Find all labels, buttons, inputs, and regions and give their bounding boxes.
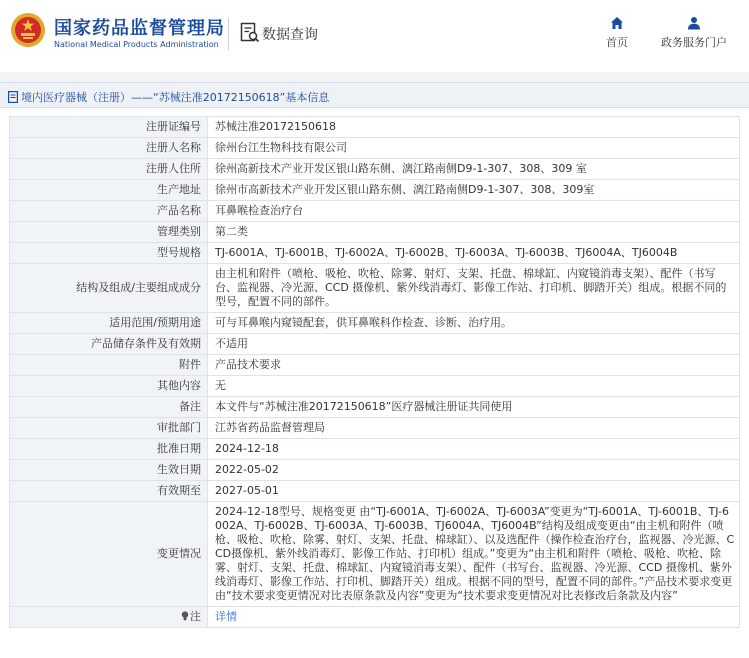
table-row — [10, 138, 740, 159]
note-label-cell — [10, 607, 208, 628]
user-icon — [687, 16, 701, 30]
field-value: 2022-05-02 — [208, 460, 740, 481]
field-label: 备注 — [10, 397, 208, 418]
table-row — [10, 397, 740, 418]
field-value: 徐州高新技术产业开发区银山路东侧、漓江路南侧D9-1-307、308、309 室 — [208, 159, 740, 180]
field-label: 型号规格 — [10, 243, 208, 264]
data-query-icon — [240, 22, 260, 44]
nav-home-link[interactable] — [600, 16, 634, 50]
field-label: 生效日期 — [10, 460, 208, 481]
table-row — [10, 418, 740, 439]
table-row — [10, 355, 740, 376]
field-value: 第二类 — [208, 222, 740, 243]
field-label: 附件 — [10, 355, 208, 376]
record-table — [9, 116, 740, 628]
field-label: 生产地址 — [10, 180, 208, 201]
field-value: 徐州台江生物科技有限公司 — [208, 138, 740, 159]
field-value: 2024-12-18 — [208, 439, 740, 460]
field-label: 其他内容 — [10, 376, 208, 397]
note-label: 注 — [190, 610, 201, 623]
details-link[interactable]: 详情 — [215, 610, 237, 623]
field-value: 苏械注准20172150618 — [208, 117, 740, 138]
table-row — [10, 180, 740, 201]
nav-home-label: 首页 — [606, 36, 628, 49]
field-label: 有效期至 — [10, 481, 208, 502]
breadcrumb-text: 境内医疗器械（注册）——“苏械注准20172150618”基本信息 — [21, 91, 330, 104]
field-label: 适用范围/预期用途 — [10, 313, 208, 334]
table-row — [10, 264, 740, 313]
field-value: 耳鼻喉检查治疗台 — [208, 201, 740, 222]
home-icon — [610, 16, 624, 30]
site-name-en: National Medical Products Administration — [54, 40, 219, 49]
table-row — [10, 334, 740, 355]
field-label: 管理类别 — [10, 222, 208, 243]
field-value: 本文件与“苏械注准20172150618”医疗器械注册证共同使用 — [208, 397, 740, 418]
field-label: 审批部门 — [10, 418, 208, 439]
table-row — [10, 502, 740, 607]
field-label: 注册证编号 — [10, 117, 208, 138]
field-label: 产品名称 — [10, 201, 208, 222]
field-label: 注册人住所 — [10, 159, 208, 180]
lightbulb-icon — [181, 611, 189, 621]
field-value: 江苏省药品监督管理局 — [208, 418, 740, 439]
field-value: 无 — [208, 376, 740, 397]
field-value: 可与耳鼻喉内窥镜配套，供耳鼻喉科作检查、诊断、治疗用。 — [208, 313, 740, 334]
field-value: 不适用 — [208, 334, 740, 355]
note-value-cell — [208, 607, 740, 628]
field-label: 变更情况 — [10, 502, 208, 607]
document-icon — [8, 91, 18, 103]
table-row — [10, 439, 740, 460]
field-label: 产品储存条件及有效期 — [10, 334, 208, 355]
field-value: 徐州市高新技术产业开发区银山路东侧、漓江路南侧D9-1-307、308、309室 — [208, 180, 740, 201]
table-row — [10, 481, 740, 502]
table-row-note — [10, 607, 740, 628]
national-emblem-icon — [10, 12, 46, 48]
record-detail — [0, 108, 749, 628]
breadcrumb — [0, 82, 749, 108]
table-row — [10, 376, 740, 397]
field-label: 批准日期 — [10, 439, 208, 460]
table-row — [10, 159, 740, 180]
table-row — [10, 201, 740, 222]
table-row — [10, 243, 740, 264]
table-row — [10, 313, 740, 334]
site-header — [0, 0, 749, 72]
field-value: 2027-05-01 — [208, 481, 740, 502]
field-label: 结构及组成/主要组成成分 — [10, 264, 208, 313]
nav-service-label: 政务服务门户 — [661, 36, 727, 49]
field-value: TJ-6001A、TJ-6001B、TJ-6002A、TJ-6002B、TJ-6003A、TJ-6003B、TJ6004A、TJ6004B — [208, 243, 740, 264]
field-value: 2024-12-18型号、规格变更 由“TJ-6001A、TJ-6002A、TJ-6003A”变更为“TJ-6001A、TJ-6001B、TJ-6002A、TJ-6002B、TJ-6003A、TJ-6003B、TJ6004A、TJ6004B”结构及组成变更由“由主机和附件（喷枪、吸枪、吹枪、除雾、射灯、支架、托盘、棉球缸）、以及选配件（操作检查治疗台，监视器、冷光源、CCD摄像机、紫外线消毒灯、影像工作站、打印机）组成。”变更为“由主机和附件（喷枪、吸枪、吹枪、除雾、射灯、支架、托盘、棉球缸、内窥镜消毒支架）、配件（书写台、监视器、冷光源、CCD 摄像机、紫外线消毒灯、影像工作站、打印机、脚踏开关）组成。根据不同的型号，配置不同的部件。”产品技术要求变更由“技术要求变更情况对比表原条款及内容”变更为“技术要求变更情况对比表修改后条款及内容” — [208, 502, 740, 607]
table-row — [10, 460, 740, 481]
data-query-title: 数据查询 — [262, 27, 318, 43]
header-divider — [228, 18, 229, 50]
site-name-cn[interactable]: 国家药品监督管理局 — [54, 18, 225, 39]
nav-service-portal-link[interactable] — [652, 16, 736, 50]
table-row — [10, 117, 740, 138]
field-value: 产品技术要求 — [208, 355, 740, 376]
header-gap — [0, 72, 749, 82]
field-value: 由主机和附件（喷枪、吸枪、吹枪、除雾、射灯、支架、托盘、棉球缸、内窥镜消毒支架）、配件（书写台、监视器、冷光源、CCD 摄像机、紫外线消毒灯、影像工作站、打印机、脚踏开关）组成。根据不同的型号，配置不同的部件。 — [208, 264, 740, 313]
field-label: 注册人名称 — [10, 138, 208, 159]
table-row — [10, 222, 740, 243]
